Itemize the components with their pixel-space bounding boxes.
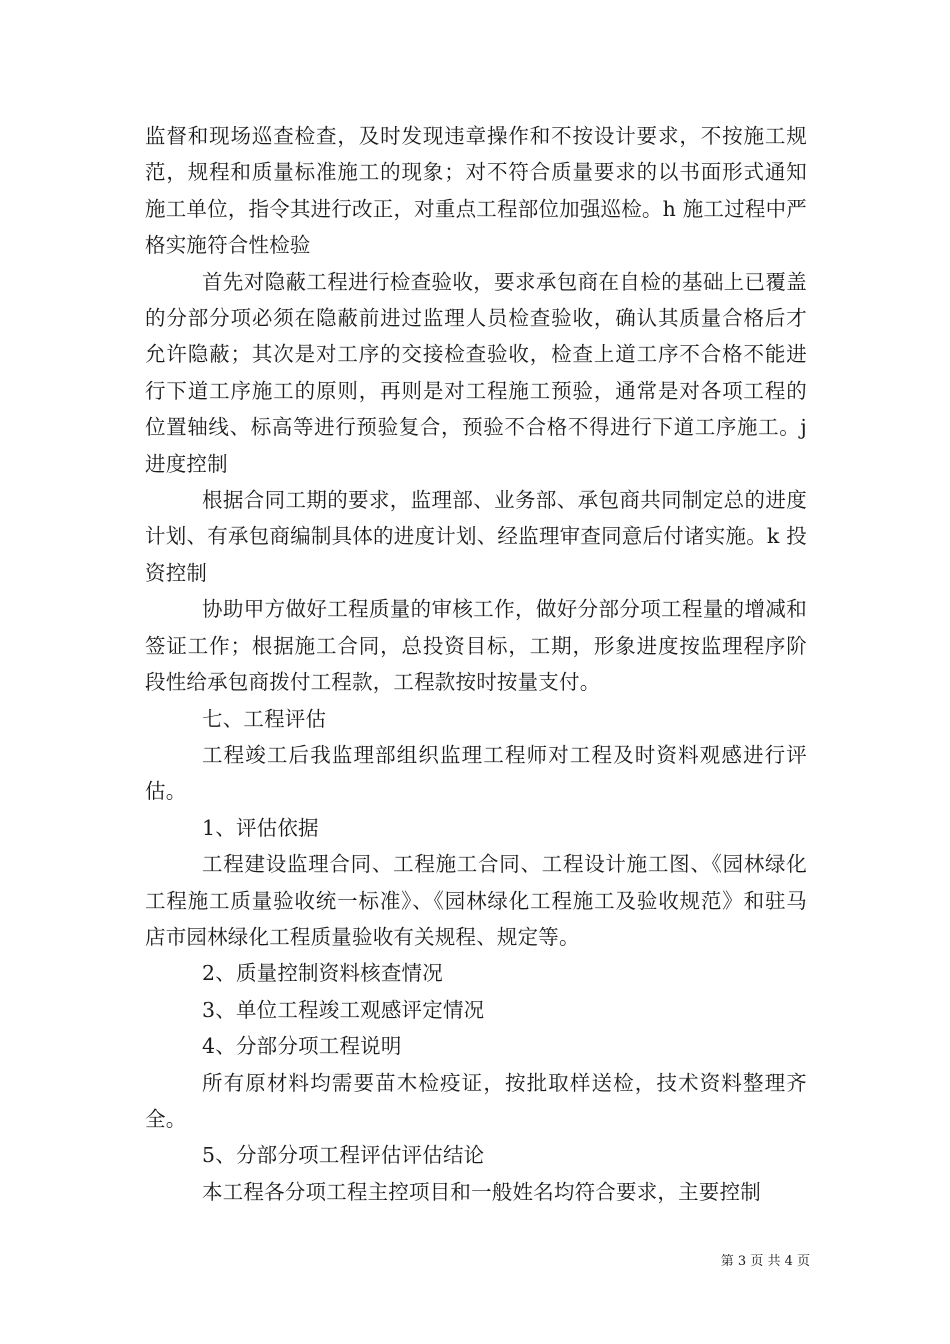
page-number: 第 3 页 共 4 页 bbox=[720, 1254, 810, 1269]
subsection-heading: 3、单位工程竣工观感评定情况 bbox=[202, 997, 485, 1022]
document-body bbox=[145, 118, 807, 1210]
paragraph: 工程建设监理合同、工程施工合同、工程设计施工图、《园林绿化工程施工质量验收统一标准》、《园林绿化工程施工及验收规范》和驻马店市园林绿化工程质量验收有关规程、规定等。 bbox=[145, 852, 807, 949]
paragraph: 本工程各分项工程主控项目和一般姓名均符合要求，主要控制 bbox=[202, 1179, 761, 1204]
paragraph: 监督和现场巡查检查，及时发现违章操作和不按设计要求，不按施工规范，规程和质量标准施工的现象；对不符合质量要求的以书面形式通知施工单位，指令其进行改正，对重点工程部位加强巡检。h 施工过程中严格实施符合性检验 bbox=[145, 124, 807, 258]
paragraph: 协助甲方做好工程质量的审核工作，做好分部分项工程量的增减和签证工作；根据施工合同，总投资目标，工期，形象进度按监理程序阶段性给承包商拨付工程款，工程款按时按量支付。 bbox=[145, 597, 807, 695]
paragraph: 所有原材料均需要苗木检疫证，按批取样送检，技术资料整理齐全。 bbox=[145, 1070, 807, 1131]
paragraph: 工程竣工后我监理部组织监理工程师对工程及时资料观感进行评估。 bbox=[145, 742, 807, 804]
subsection-heading: 5、分部分项工程评估评估结论 bbox=[202, 1143, 485, 1168]
paragraph: 首先对隐蔽工程进行检查验收，要求承包商在自检的基础上已覆盖的分部分项必须在隐蔽前进过监理人员检查验收，确认其质量合格后才允许隐蔽；其次是对工序的交接检查验收，检查上道工序不合格不能进行下道工序施工的原则，再则是对工程施工预验，通常是对各项工程的位置轴线、标高等进行预验复合，预验不合格不得进行下道工序施工。j 进度控制 bbox=[145, 269, 807, 476]
paragraph: 根据合同工期的要求，监理部、业务部、承包商共同制定总的进度计划、有承包商编制具体的进度计划、经监理审查同意后付诸实施。k 投资控制 bbox=[145, 488, 807, 585]
subsection-heading: 2、质量控制资料核查情况 bbox=[202, 961, 443, 986]
subsection-heading: 4、分部分项工程说明 bbox=[202, 1034, 402, 1059]
section-heading: 七、工程评估 bbox=[202, 706, 327, 731]
subsection-heading: 1、评估依据 bbox=[202, 815, 319, 840]
